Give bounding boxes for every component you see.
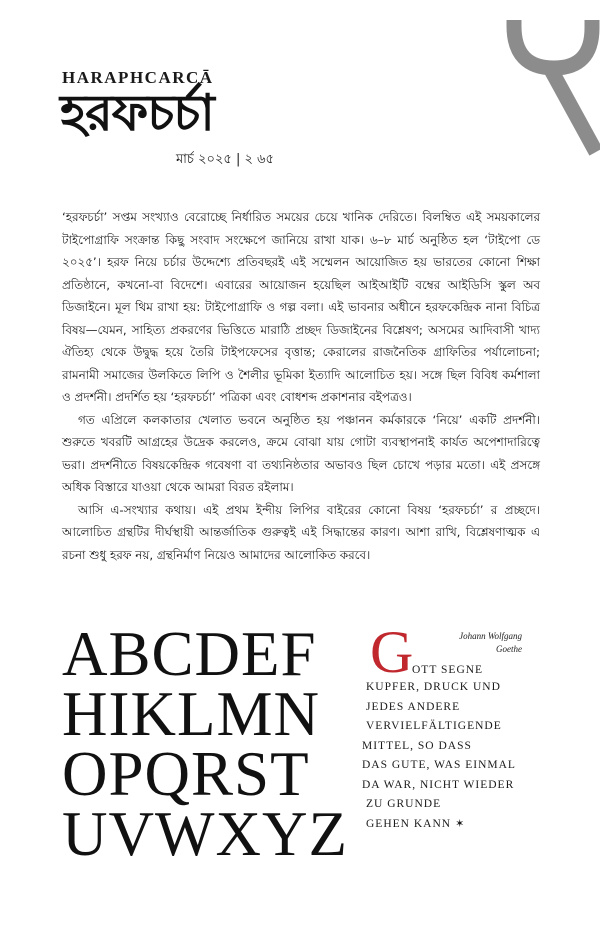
editorial-paragraph: ‘হরফচর্চা’ সপ্তম সংখ্যাও বেরোচ্ছে নির্ধারিত সময়ের চেয়ে খানিক দেরিতে। বিলম্বিত এই সময়কালের টাইপোগ্রাফি সংক্রান্ত কিছু সংবাদ সংক্ষেপে জানিয়ে রাখা যাক। ৬–৮ মার্চ অনুষ্ঠিত হল ‘টাইপো ডে ২০২৫’। হরফ নিয়ে চর্চার উদ্দেশ্যে প্রতিবছরই এই সম্মেলন আয়োজিত হয় ভারতের কোনো শিক্ষা প্রতিষ্ঠানে, কখনো-বা বিদেশে। এবারের আয়োজন হয়েছিল আইআইটি বম্বের আইডিসি স্কুল অব ডিজাইনে। মূল থিম রাখা হয়: টাইপোগ্রাফি ও গল্প বলা। এই ভাবনার অধীনে হরফকেন্দ্রিক নানা বিচিত্র বিষয়—যেমন, সাহিত্য প্রকরণের ভিত্তিতে মারাঠি প্রচ্ছদ ডিজাইনের বিশ্লেষণ; অসমের আদিবাসী খাদ্য ঐতিহ্য থেকে উদ্বুদ্ধ হয়ে তৈরি টাইপফেসের বৃত্তান্ত; কেরালের রাজনৈতিক গ্রাফিতির পর্যালোচনা; রামনামী সমাজের উলকিতে লিপি ও শৈলীর ভূমিকা ইত্যাদি আলোচিত হয়। সঙ্গে ছিল বিবিধ কর্মশালা ও প্রদর্শনী। প্রদর্শিত হয় ‘হরফচর্চা’ পত্রিকা এবং বোধশব্দ প্রকাশনার বইপত্রও।	[62, 210, 541, 404]
quote-line: KUPFER, DRUCK UND	[366, 681, 501, 693]
quote-first-line: OTT SEGNE	[412, 664, 484, 676]
quote-line: JEDES ANDERE	[366, 700, 461, 713]
quote-line: VERVIELFÄLTIGENDE	[366, 720, 502, 732]
quote-line: GEHEN KANN	[366, 817, 452, 830]
quote-line: DAS GUTE, WAS EINMAL	[362, 759, 516, 771]
alphabet-row: OPQRST	[62, 739, 310, 809]
alphabet-row: UVWXYZ	[62, 799, 348, 869]
editorial-paragraph: আসি এ-সংখ্যার কথায়। এই প্রথম ইন্দীয় লিপির বাইরের কোনো বিষয় ‘হরফচর্চা’ র প্রচ্ছদে। আলোচিত গ্রন্থটির দীর্ঘস্থায়ী আন্তর্জাতিক গুরুত্বই এই সিদ্ধান্তের কারণ। আশা রাখি, বিশ্লেষণাত্মক এ রচনা শুধু হরফ নয়, গ্রন্থনির্মাণ নিয়েও আমাদের আলোকিত করবে।	[62, 502, 540, 562]
alphabet-specimen	[62, 619, 402, 869]
issue-date: মার্চ ২০২৫ | ২ ৬৫	[175, 152, 274, 167]
quote-lines	[362, 678, 516, 834]
editorial-paragraph: গত এপ্রিলে কলকাতার খেলাত ভবনে অনুষ্ঠিত হয় পঞ্চানন কর্মকারকে ‘নিয়ে’ একটি প্রদর্শনী। শুরুতে খবরটি আগ্রহের উদ্রেক করলেও, ক্রমে বোঝা যায় গোটা ব্যবস্থাপনাই কার্যত অপেশাদারিত্বে ভরা। প্রদর্শনীতে বিষয়কেন্দ্রিক গবেষণা বা তথ্যনিষ্ঠতার অভাবও ছিল চোখে পড়ার মতো। এই প্রসঙ্গে অধিক বিস্তারে যাওয়া থেকে আমরা বিরত রইলাম।	[62, 412, 540, 494]
quote-line: ZU GRUNDE	[366, 798, 442, 810]
quote-author	[426, 630, 522, 656]
end-star-icon: ✶	[455, 817, 466, 830]
editorial-text	[62, 206, 540, 566]
quote-line: MITTEL, SO DASS	[362, 739, 472, 752]
quote-line-last	[366, 815, 516, 835]
alphabet-row: ABCDEF	[62, 619, 317, 689]
alphabet-row: HIKLMN	[62, 679, 320, 749]
quote-line: DA WAR, NICHT WIEDER	[362, 778, 515, 791]
issue-numeral-seven	[500, 6, 600, 156]
masthead-bengali-title: হরফচর্চা	[60, 84, 214, 142]
author-first-names: Johann Wolfgang	[459, 631, 522, 641]
quote-dropcap: G	[370, 619, 414, 685]
author-surname: Goethe	[496, 644, 522, 654]
masthead-latin-title: HARAPHCARCĀ	[62, 68, 214, 87]
